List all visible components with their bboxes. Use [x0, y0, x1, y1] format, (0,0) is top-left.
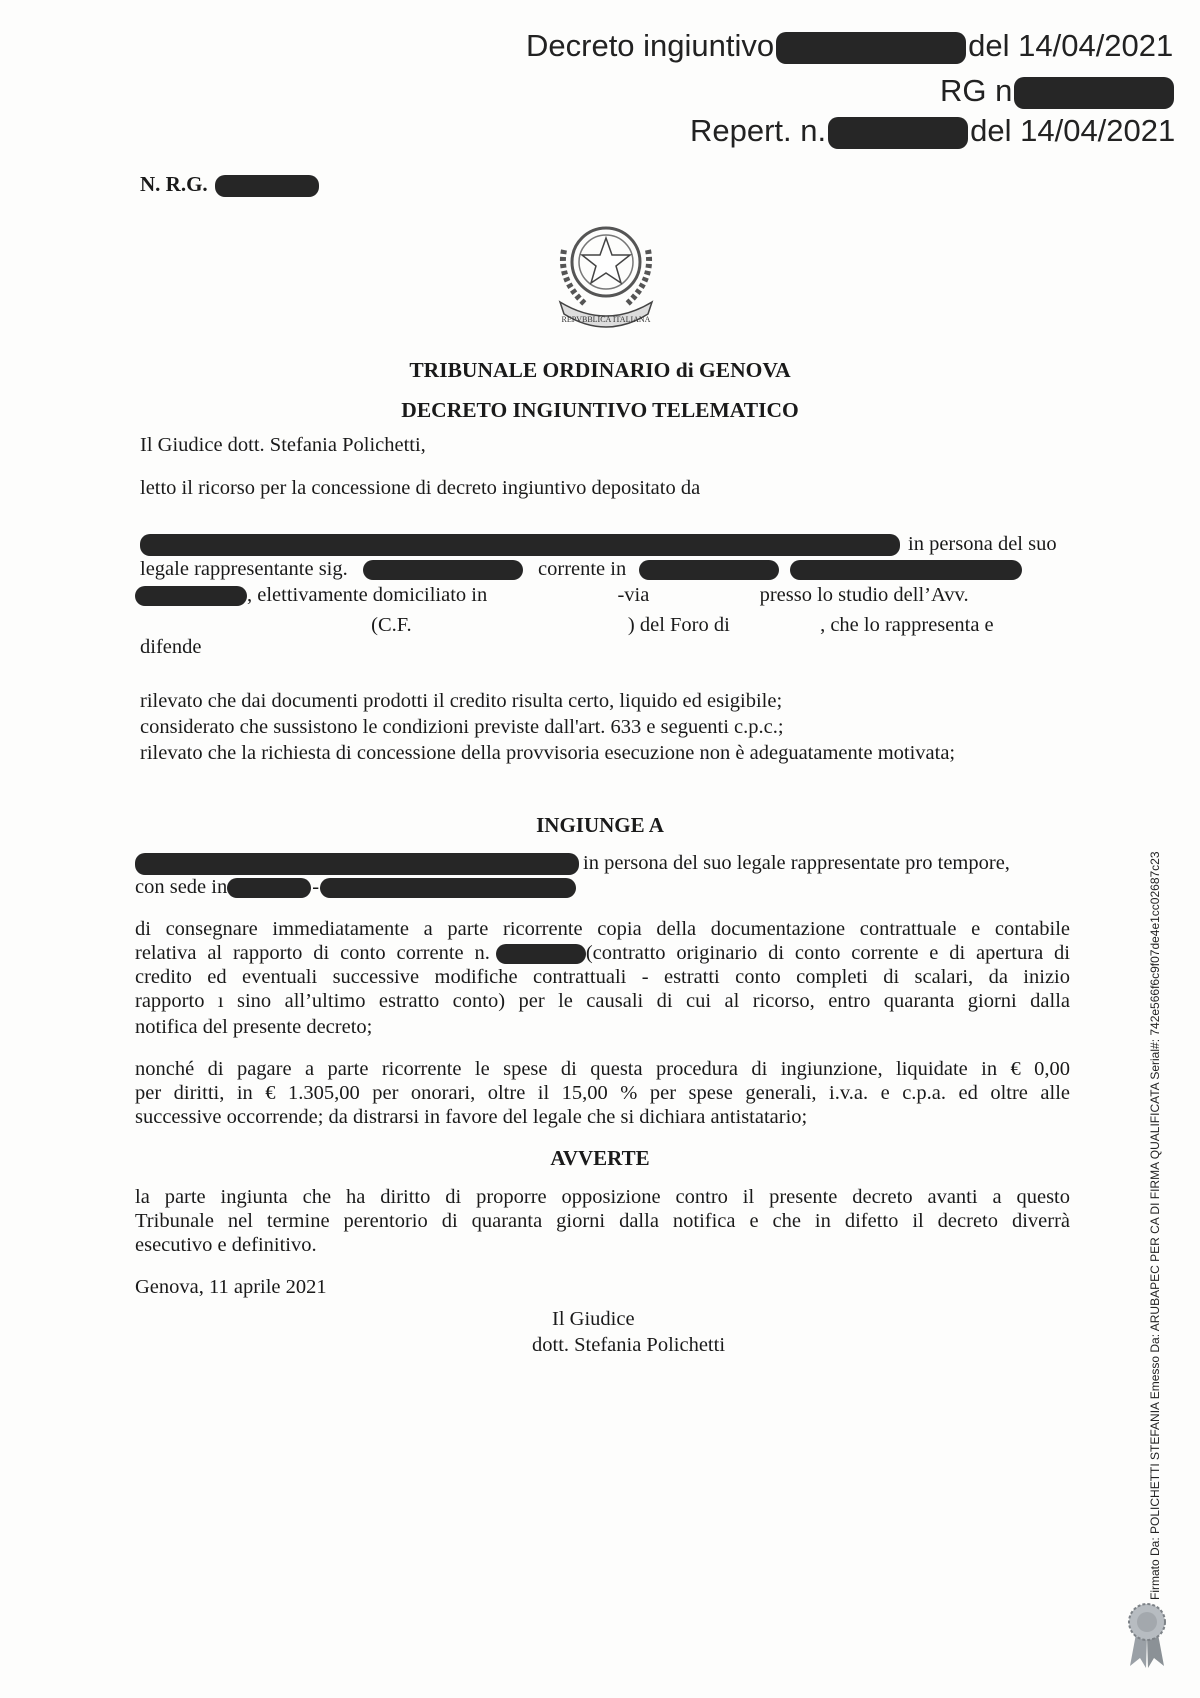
digital-signature-strip: Firmato Da: POLICHETTI STEFANIA Emesso Da: ARUBAPEC PER CA DI FIRMA QUALIFICATA Serial#: 742e566f6c9f07de4e1cc02687c23	[1148, 851, 1162, 1600]
injunction-p2-line-3: successive occorrende; da distrarsi in favore del legale che si dichiara antistatario;	[135, 1106, 808, 1128]
warning-line-2: Tribunale nel termine perentorio di quaranta giorni dalla notifica e che in difetto il decreto diverrà	[135, 1210, 1070, 1232]
header-line-1: Decreto ingiuntivo del 14/04/2021	[526, 28, 1174, 63]
signature-name: dott. Stefania Polichetti	[532, 1334, 726, 1356]
injunction-line-2: con sede in -	[135, 876, 576, 899]
emblem-ribbon-text: REPVBBLICA ITALIANA	[561, 315, 651, 324]
redaction	[1014, 77, 1174, 109]
signature-role: Il Giudice	[552, 1308, 635, 1330]
party-line-1: in persona del suo	[140, 533, 1070, 556]
redaction	[227, 878, 311, 898]
redaction	[215, 175, 319, 197]
warning-heading: AVVERTE	[550, 1146, 650, 1170]
party-line-5: difende	[140, 636, 202, 658]
redaction	[135, 853, 579, 875]
warning-line-1: la parte ingiunta che ha diritto di proporre opposizione contro il presente decreto avanti a questo	[135, 1186, 1070, 1208]
court-title: TRIBUNALE ORDINARIO di GENOVA	[409, 358, 791, 382]
consideration-3: rilevato che la richiesta di concessione della provvisoria esecuzione non è adeguatamente motivata;	[140, 742, 956, 764]
place-date: Genova, 11 aprile 2021	[135, 1276, 327, 1298]
judge-intro: Il Giudice dott. Stefania Polichetti,	[140, 434, 426, 456]
rosette-seal-icon	[1122, 1600, 1172, 1670]
injunction-p2-line-2: per diritti, in € 1.305,00 per onorari, oltre il 15,00 % per spese generali, i.v.a. e c.p.a. ed oltre alle	[135, 1082, 1070, 1104]
consideration-1: rilevato che dai documenti prodotti il credito risulta certo, liquido ed esigibile;	[140, 690, 783, 712]
header-line-2: RG n	[940, 73, 1174, 109]
injunction-p1-line-1: di consegnare immediatamente a parte ricorrente copia della documentazione contrattuale e contabile	[135, 918, 1070, 940]
header-line-3: Repert. n. del 14/04/2021	[690, 113, 1176, 148]
redaction	[135, 586, 247, 606]
injunction-p1-line-4: rapporto ı sino all’ultimo estratto conto) per le causali di cui al ricorso, entro quaranta giorni dalla	[135, 990, 1070, 1012]
redaction	[790, 560, 1022, 580]
injunction-p2-line-1: nonché di pagare a parte ricorrente le spese di questa procedura di ingiunzione, liquidate in € 0,00	[135, 1058, 1070, 1080]
injunction-line-1: in persona del suo legale rappresentate pro tempore,	[135, 852, 1075, 875]
court-subtitle: DECRETO INGIUNTIVO TELEMATICO	[401, 398, 799, 422]
party-line-4: (C.F. ) del Foro di , che lo rappresenta e	[371, 614, 994, 636]
read-ricorso: letto il ricorso per la concessione di decreto ingiuntivo depositato da	[140, 477, 701, 499]
warning-line-3: esecutivo e definitivo.	[135, 1234, 317, 1256]
injunction-p1-line-3: credito ed eventuali successive modifiche contrattuali - estratti conto completi di scalari, da inizio	[135, 966, 1070, 988]
party-line-3: , elettivamente domiciliato in -via presso lo studio dell’Avv.	[135, 584, 1070, 607]
redaction	[140, 534, 900, 556]
consideration-2: considerato che sussistono le condizioni previste dall'art. 633 e seguenti c.p.c.;	[140, 716, 784, 738]
injunction-p1-line-2: relativa al rapporto di conto corrente n. (contratto originario di conto corrente e di apertura di	[135, 942, 1070, 964]
nrg-label: N. R.G.	[140, 172, 319, 197]
redaction	[828, 117, 968, 149]
injunction-heading: INGIUNGE A	[536, 813, 664, 837]
redaction	[776, 32, 966, 64]
redaction	[320, 878, 576, 898]
redaction	[363, 560, 523, 580]
party-line-2: legale rappresentante sig. corrente in	[140, 558, 1070, 581]
italian-republic-emblem-icon	[546, 210, 666, 335]
redaction	[496, 944, 586, 964]
redaction	[639, 560, 779, 580]
injunction-p1-line-5: notifica del presente decreto;	[135, 1016, 373, 1038]
